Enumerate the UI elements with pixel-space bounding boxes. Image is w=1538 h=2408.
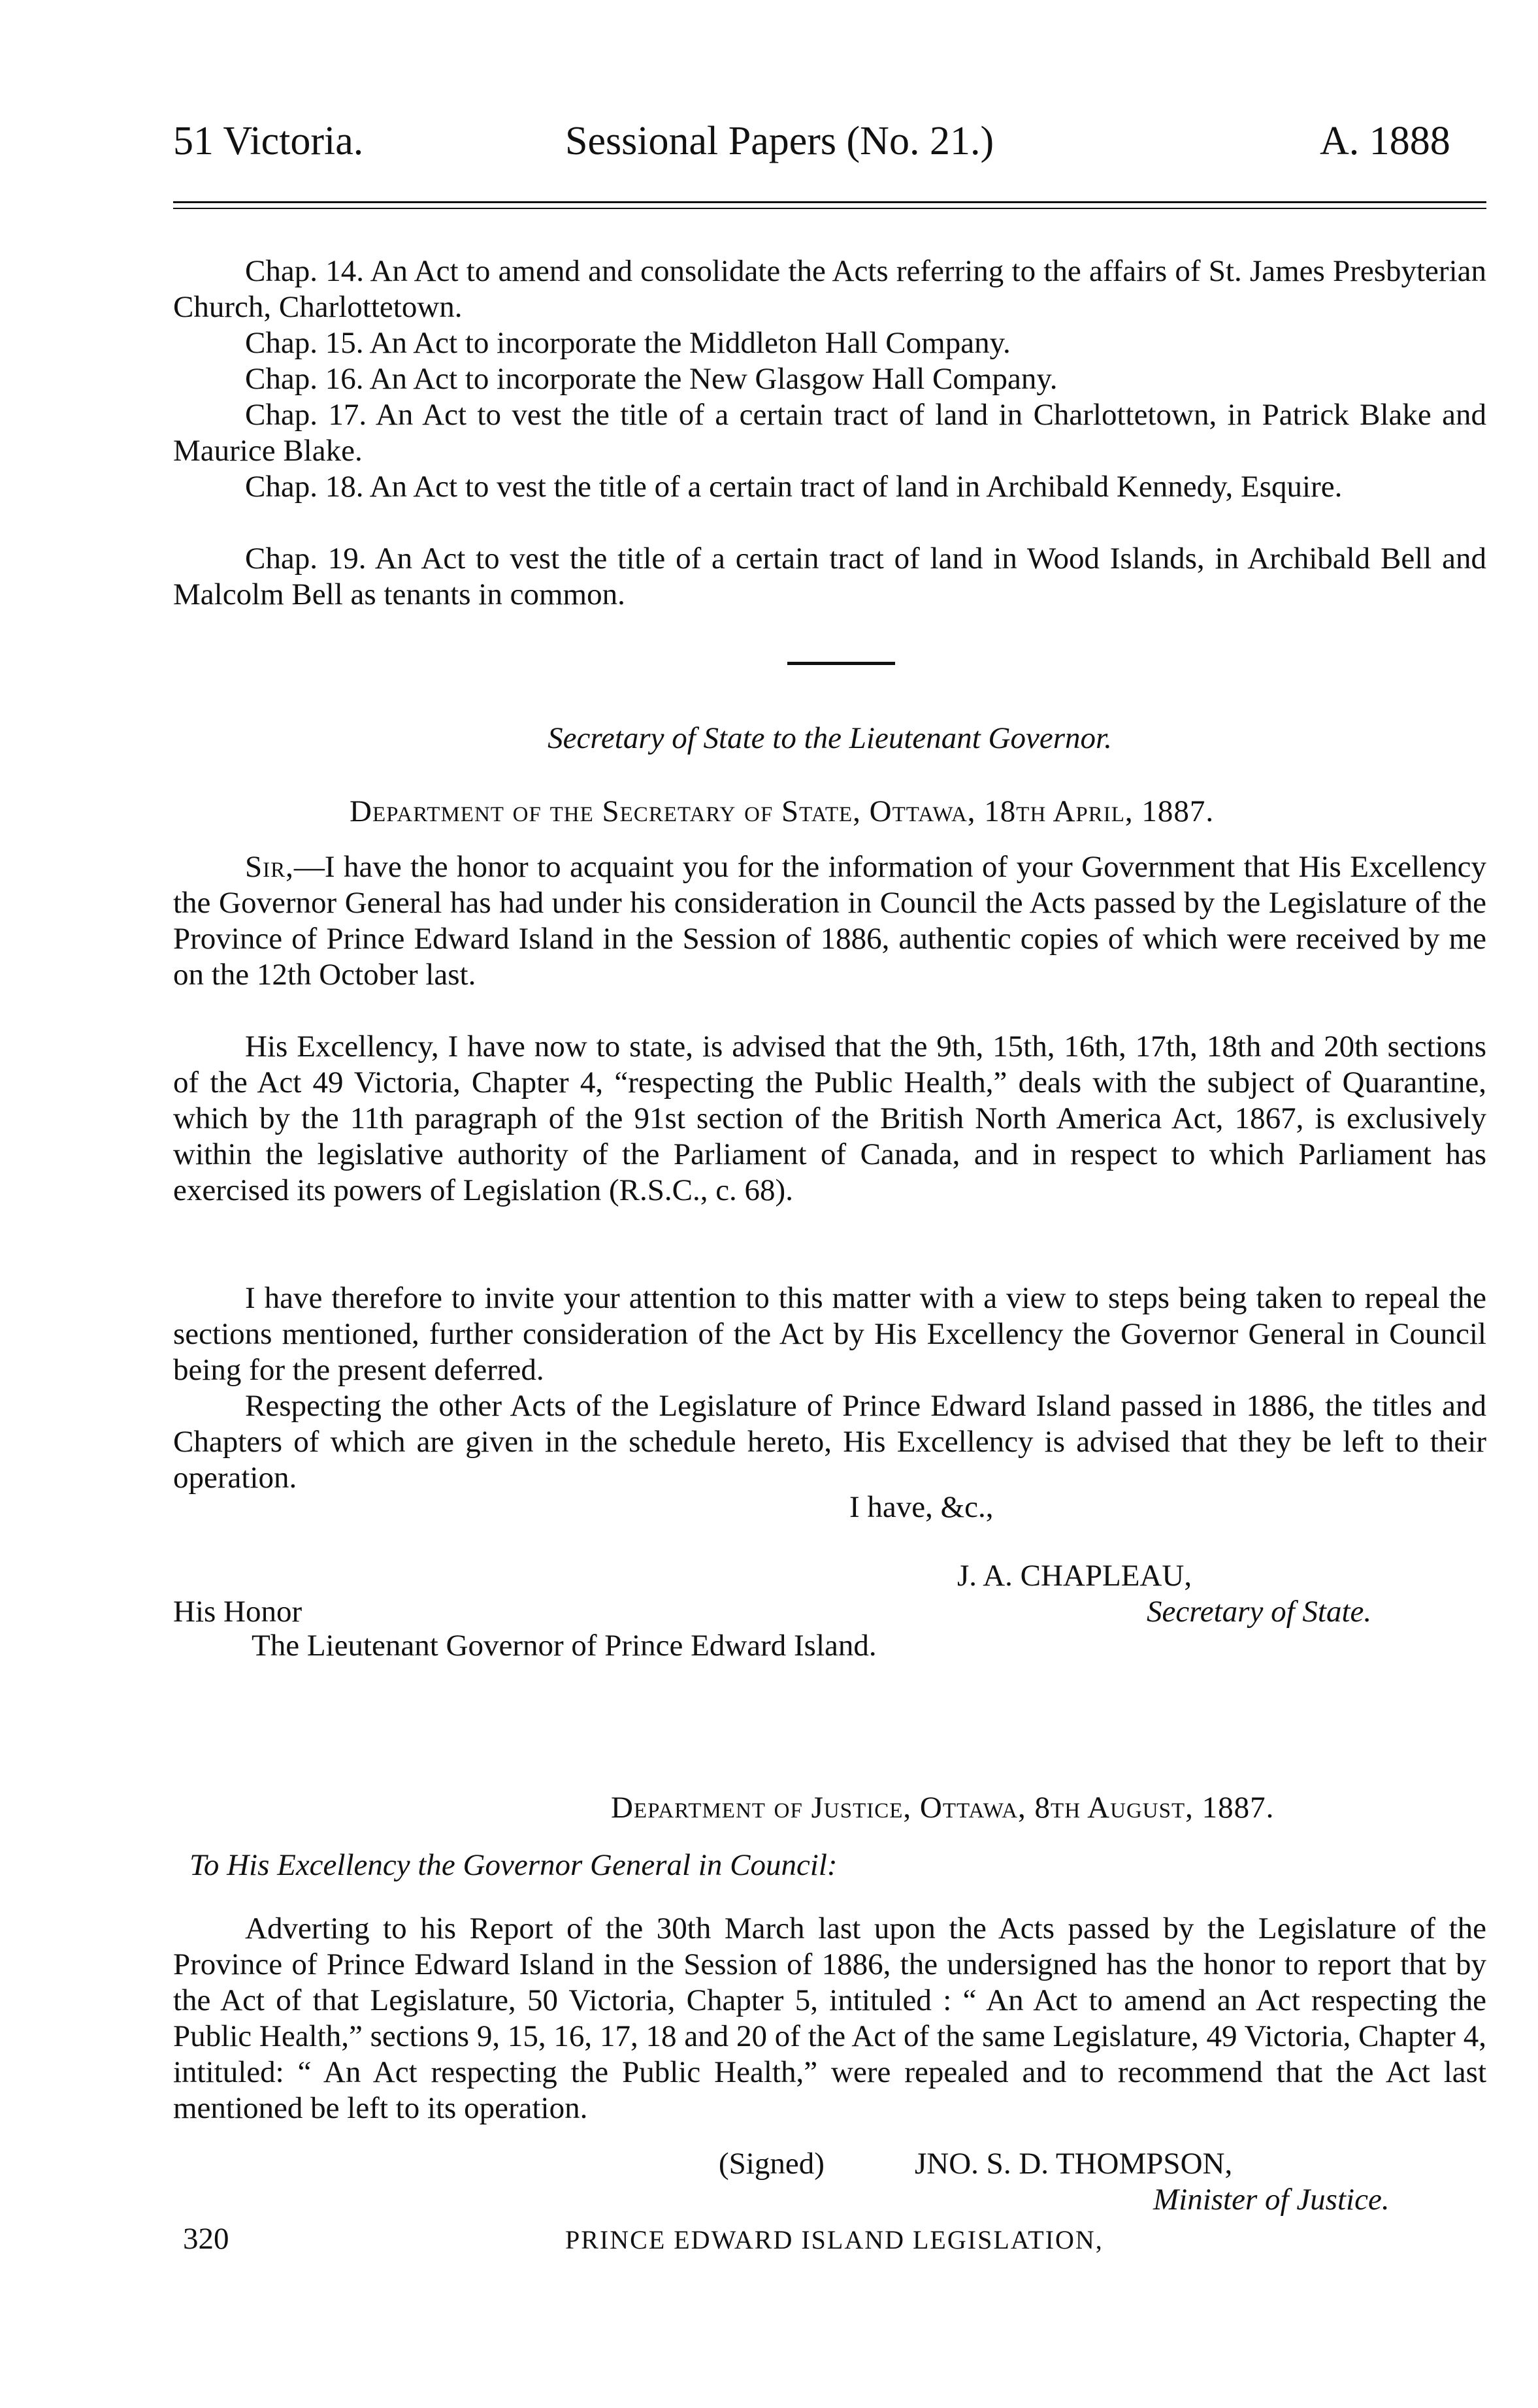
letter2-signer-title: Minister of Justice.: [1153, 2183, 1390, 2217]
page-number: 320: [183, 2222, 229, 2256]
letter2-address: To His Excellency the Governor General in Council:: [189, 1848, 838, 1882]
chapter-19: Chap. 19. An Act to vest the title of a certain tract of land in Wood Islands, in Archibald Bell and Malcolm Bell as tenants in common.: [173, 542, 1486, 611]
chapter-18: Chap. 18. An Act to vest the title of a certain tract of land in Archibald Kennedy, Esquire.: [245, 470, 1343, 504]
letter1-para4: Respecting the other Acts of the Legislature of Prince Edward Island passed in 1886, the titles and Chapters of which are given in the schedule hereto, His Excellency is advised that they be left to their operation.: [173, 1389, 1486, 1495]
letter1-addressee-1: His Honor: [173, 1595, 303, 1629]
letter1-signer-title: Secretary of State.: [1147, 1595, 1372, 1629]
letter1-para1: Sir,—I have the honor to acquaint you for the information of your Government that His Excellency the Governor General has had under his consideration in Council the Acts passed by the Legislature of the Province of Prince Edward Island in the Session of 1886, authentic copies of which were received by me on the 12th October last.: [173, 850, 1486, 992]
letter2-dateline: Department of Justice, Ottawa, 8th August, 1887.: [611, 1791, 1275, 1825]
letter2-signer: JNO. S. D. THOMPSON,: [915, 2147, 1233, 2181]
header-year: A. 1888: [1320, 119, 1450, 163]
chapter-16: Chap. 16. An Act to incorporate the New Glasgow Hall Company.: [245, 362, 1058, 396]
running-title: PRINCE EDWARD ISLAND LEGISLATION,: [565, 2225, 1104, 2254]
letter1-closing: I have, &c.,: [849, 1490, 994, 1524]
letter1-para2: His Excellency, I have now to state, is advised that the 9th, 15th, 16th, 17th, 18th and 20th sections of the Act 49 Victoria, Chapter 4, “respecting the Public Health,” deals with the subject of Quarantine, which by the 11th paragraph of the 91st section of the British North America Act, 1867, is exclusively within the legislative authority of the Parliament of Canada, and in respect to which Parliament has exercised its powers of Legislation (R.S.C., c. 68).: [173, 1030, 1486, 1207]
letter1-dateline: Department of the Secretary of State, Ottawa, 18th April, 1887.: [350, 794, 1215, 828]
header-volume: 51 Victoria.: [173, 119, 364, 163]
section-divider: [787, 662, 895, 665]
header-title: Sessional Papers (No. 21.): [565, 119, 994, 163]
letter2-para1: Adverting to his Report of the 30th March last upon the Acts passed by the Legislature of the Province of Prince Edward Island in the Session of 1886, the undersigned has the honor to report that by the Act of that Legislature, 50 Victoria, Chapter 5, intituled : “ An Act to amend an Act respecting the Public Health,” sections 9, 15, 16, 17, 18 and 20 of the Act of the same Legislature, 49 Victoria, Chapter 4, intituled: “ An Act respecting the Public Health,” were repealed and to recommend that the Act last mentioned be left to its operation.: [173, 1912, 1486, 2125]
chapter-17: Chap. 17. An Act to vest the title of a certain tract of land in Charlottetown, in Patrick Blake and Maurice Blake.: [173, 398, 1486, 468]
letter1-addressee-2: The Lieutenant Governor of Prince Edward Island.: [252, 1629, 877, 1663]
chapter-15: Chap. 15. An Act to incorporate the Middleton Hall Company.: [245, 326, 1011, 360]
letter1-signer: J. A. CHAPLEAU,: [957, 1559, 1192, 1593]
chapter-14: Chap. 14. An Act to amend and consolidate the Acts referring to the affairs of St. James Presbyterian Church, Charlottetown.: [173, 254, 1486, 324]
header-rule-top: [173, 201, 1486, 203]
letter2-signed-label: (Signed): [719, 2147, 825, 2181]
header-rule-bottom: [173, 208, 1486, 209]
letter1-para3: I have therefore to invite your attention to this matter with a view to steps being taken to repeal the sections mentioned, further consideration of the Act by His Excellency the Governor General in Council being for the present deferred.: [173, 1281, 1486, 1387]
letter1-heading: Secretary of State to the Lieutenant Governor.: [548, 721, 1112, 755]
